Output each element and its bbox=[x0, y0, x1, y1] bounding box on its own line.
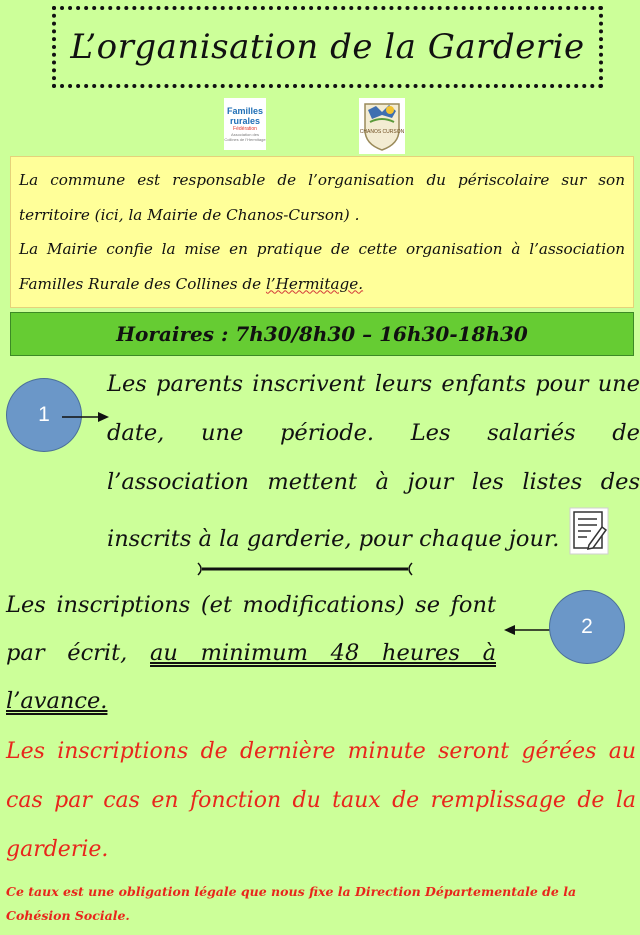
step-2-arrow-icon bbox=[503, 622, 553, 638]
legal-notice bbox=[6, 880, 636, 928]
step-1-paragraph bbox=[107, 360, 640, 573]
step-2-circle bbox=[549, 590, 625, 664]
page-title: L’organisation de la Garderie bbox=[70, 27, 585, 67]
step-2-number: 2 bbox=[581, 615, 593, 638]
title-box bbox=[52, 6, 603, 88]
hours-text: Horaires : 7h30/8h30 – 16h30-18h30 bbox=[116, 322, 528, 346]
commune-logo bbox=[359, 98, 405, 154]
late-registration-notice bbox=[6, 727, 636, 874]
intro-box bbox=[10, 156, 634, 308]
intro-paragraph-2 bbox=[19, 232, 625, 301]
step-2-paragraph bbox=[6, 581, 496, 725]
hours-bar bbox=[10, 312, 634, 356]
logo-line-1: Familles bbox=[226, 105, 264, 116]
step-2-text-block bbox=[6, 581, 496, 725]
logo-line-2: rurales bbox=[229, 115, 261, 126]
intro-paragraph-1: La commune est responsable de l’organisation du périscolaire sur son territoire (ici, la Mairie de Chanos-Curson) . bbox=[19, 171, 625, 224]
legal-notice-text: Ce taux est une obligation légale que nous fixe la Direction Départementale de la Cohésion Sociale. bbox=[6, 884, 577, 923]
step-1-text-block bbox=[107, 360, 640, 573]
document-edit-icon bbox=[569, 507, 609, 573]
step-2-text: Les inscriptions (et modifications) se font par écrit, bbox=[6, 592, 496, 666]
familles-rurales-logo bbox=[224, 98, 266, 150]
logo-line-4: Association des Collines de l’Hermitage bbox=[224, 131, 266, 142]
section-divider bbox=[196, 562, 414, 576]
intro-paragraph-2-underlined: l’Hermitage. bbox=[265, 274, 364, 293]
late-notice-text: Les inscriptions de dernière minute seront gérées au cas par cas en fonction du taux de remplissage de la garderie. bbox=[6, 739, 636, 862]
intro-paragraph-2-text: La Mairie confie la mise en pratique de cette organisation à l’association Familles Rurale des Collines de bbox=[19, 240, 625, 293]
crest-text: CHANOS CURSON bbox=[359, 129, 405, 135]
step-1-text: Les parents inscrivent leurs enfants pour une date, une période. Les salariés de l’association mettent à jour les listes des inscrits à la garderie, pour chaque jour. bbox=[107, 371, 640, 552]
step-1-arrow-icon bbox=[62, 409, 110, 425]
step-2-underlined-text: au minimum 48 heures à l’avance. bbox=[6, 640, 496, 714]
step-1-number: 1 bbox=[38, 403, 50, 426]
crest-icon bbox=[359, 100, 405, 152]
logo-line-3: Fédération bbox=[233, 125, 257, 132]
